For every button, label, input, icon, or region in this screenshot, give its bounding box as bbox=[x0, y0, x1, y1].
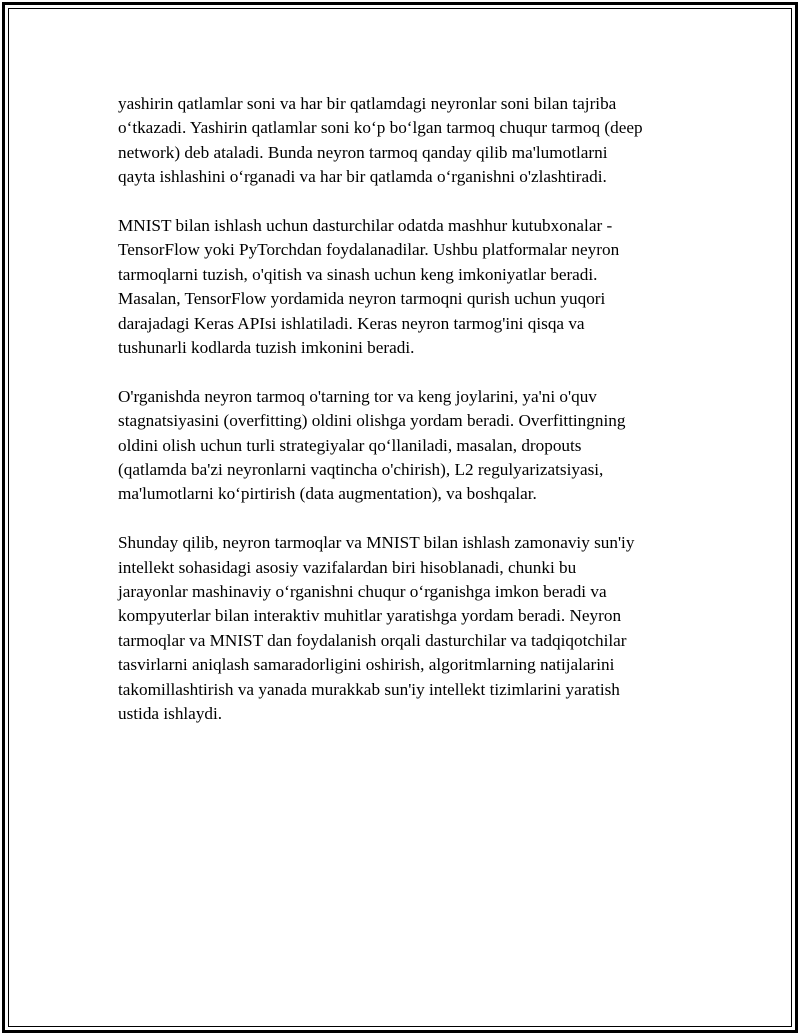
paragraph-mnist-frameworks: MNIST bilan ishlash uchun dasturchilar odatda mashhur kutubxonalar - TensorFlow yoki PyTorchdan foydalanadilar. Ushbu platformalar neyron tarmoqlarni tuzish, o'qitish va sinash uchun keng imkoniyatlar beradi. Masalan, TensorFlow yordamida neyron tarmoqni qurish uchun yuqori darajadagi Keras APIsi ishlatiladi. Keras neyron tarmog'ini qisqa va tushunarli kodlarda tuzish imkonini beradi. bbox=[118, 216, 620, 358]
document-body bbox=[118, 92, 698, 727]
paragraph-conclusion: Shunday qilib, neyron tarmoqlar va MNIST bilan ishlash zamonaviy sun'iy intellekt sohasidagi asosiy vazifalardan biri hisoblanadi, chunki bu jarayonlar mashinaviy o‘rganishni chuqur o‘rganishga imkon beradi va kompyuterlar bilan interaktiv muhitlar yaratishga yordam beradi. Neyron tarmoqlar va MNIST dan foydalanish orqali dasturchilar va tadqiqotchilar tasvirlarni aniqlash samaradorligini oshirish, algoritmlarning natijalarini takomillashtirish va yanada murakkab sun'iy intellekt tizimlarini yaratish ustida ishlaydi. bbox=[118, 533, 635, 724]
paragraph-hidden-layers: yashirin qatlamlar soni va har bir qatlamdagi neyronlar soni bilan tajriba o‘tkazadi. Yashirin qatlamlar soni ko‘p bo‘lgan tarmoq chuqur tarmoq (deep network) deb ataladi. Bunda neyron tarmoq qanday qilib ma'lumotlarni qayta ishlashini o‘rganadi va har bir qatlamda o‘rganishni o'zlashtiradi. bbox=[118, 94, 643, 187]
paragraph-overfitting: O'rganishda neyron tarmoq o'tarning tor va keng joylarini, ya'ni o'quv stagnatsiyasini (overfitting) oldini olishga yordam beradi. Overfittingning oldini olish uchun turli strategiyalar qo‘llaniladi, masalan, dropouts (qatlamda ba'zi neyronlarni vaqtincha o'chirish), L2 regulyarizatsiyasi, ma'lumotlarni ko‘pirtirish (data augmentation), va boshqalar. bbox=[118, 386, 626, 504]
